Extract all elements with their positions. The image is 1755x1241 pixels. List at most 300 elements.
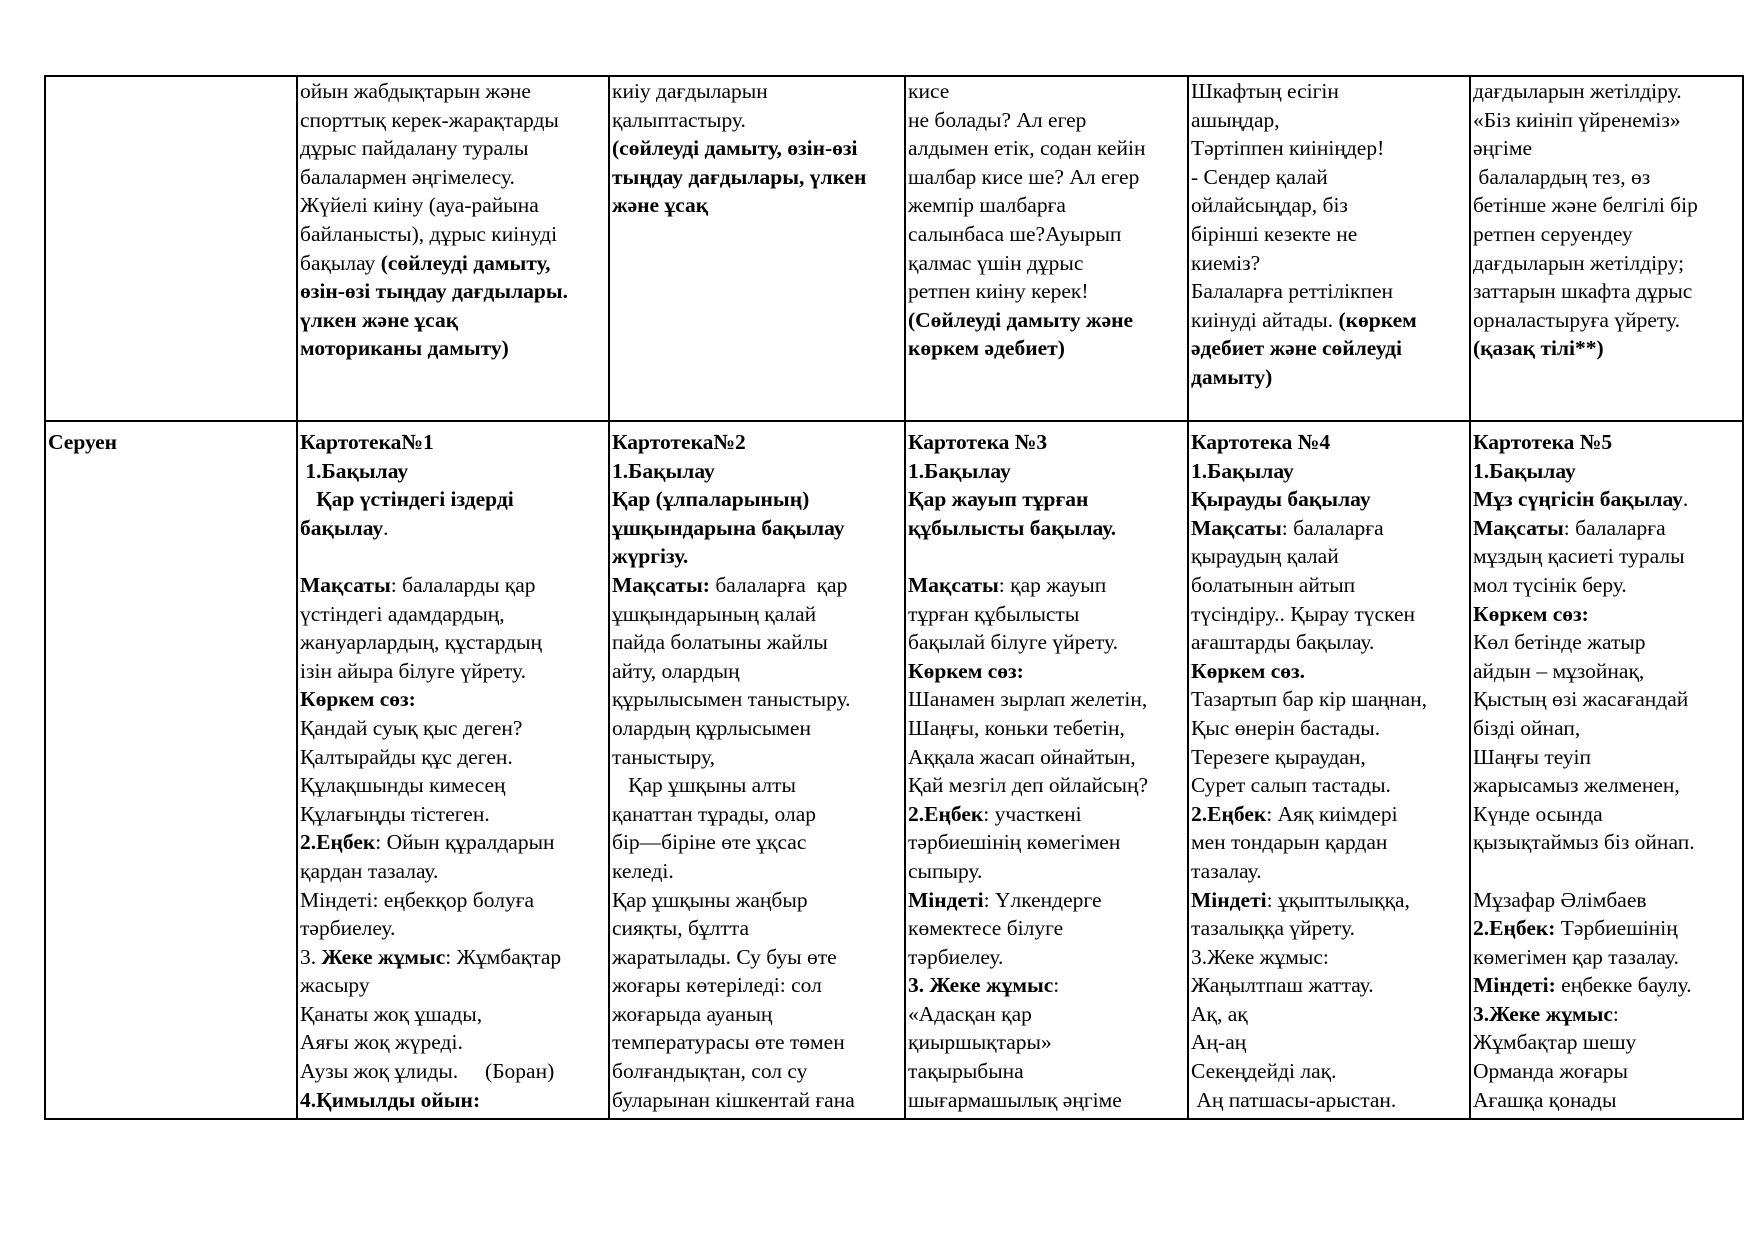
text-segment: Аққала жасап ойнайтын,: [908, 744, 1136, 769]
text-segment: : қар жауып: [998, 572, 1107, 597]
text-line: [1191, 306, 1469, 335]
text-line: [612, 1086, 904, 1115]
text-line: [300, 1057, 608, 1086]
text-line: [1473, 163, 1742, 192]
text-line: [612, 714, 904, 743]
text-line: [1473, 600, 1742, 629]
text-segment: қанаттан тұрады, олар: [612, 801, 817, 826]
text-segment: болғандықтан, сол су: [612, 1059, 808, 1084]
text-line: [1473, 771, 1742, 800]
text-segment: Міндеті: еңбекқор болуға: [300, 887, 535, 912]
text-segment: (сөйлеуді дамыту, өзін-өзі: [612, 136, 858, 161]
text-line: [300, 134, 608, 163]
text-segment: пайда болатыны жайлы: [612, 630, 828, 655]
text-line: [1191, 163, 1469, 192]
text-line: [1473, 220, 1742, 249]
text-line: [908, 571, 1187, 600]
text-segment: дағдыларын жетілдіру.: [1473, 79, 1682, 103]
text-line: [612, 628, 904, 657]
text-line: [1473, 485, 1742, 514]
text-line: [612, 428, 904, 457]
text-segment: Күнде осында: [1473, 801, 1603, 826]
text-line: [908, 771, 1187, 800]
text-line: [300, 1028, 608, 1057]
text-line: [1191, 428, 1469, 457]
table-row: [45, 421, 1743, 1119]
text-line: [300, 542, 608, 571]
text-line: [1473, 77, 1742, 106]
text-segment: ашыңдар,: [1191, 107, 1280, 132]
text-segment: моториканы дамыту): [300, 336, 509, 361]
text-segment: 2.Еңбек:: [1473, 916, 1556, 941]
text-segment: не болады? Ал егер: [908, 107, 1087, 132]
text-segment: 1.Бақылау: [1191, 458, 1294, 483]
text-line: [1191, 277, 1469, 306]
text-line: [300, 428, 608, 457]
text-segment: Шкафтың есігін: [1191, 79, 1339, 103]
text-line: [1191, 600, 1469, 629]
text-line: [908, 714, 1187, 743]
text-segment: Құлағыңды тістеген.: [300, 801, 490, 826]
text-segment: Тазартып бар кір шаңнан,: [1191, 687, 1428, 712]
text-segment: : ұқыптылыққа,: [1266, 887, 1410, 912]
text-segment: : Үлкендерге: [983, 887, 1102, 912]
text-line: [1191, 800, 1469, 829]
text-segment: (сөйлеуді дамыту,: [380, 250, 551, 275]
text-segment: тәрбиелеу.: [908, 944, 1004, 969]
text-segment: Міндеті: [1191, 887, 1267, 912]
text-line: [1473, 1028, 1742, 1057]
text-segment: киінуді айтады.: [1191, 307, 1339, 332]
text-line: [612, 943, 904, 972]
text-segment: балалармен әңгімелесу.: [300, 164, 515, 189]
table-cell: [609, 76, 905, 421]
text-segment: ізін айыра білуге үйрету.: [300, 658, 526, 683]
text-line: [1473, 743, 1742, 772]
text-segment: шығармашылық әңгіме: [908, 1087, 1122, 1112]
text-segment: (қазақ тілі**): [1473, 336, 1604, 361]
text-line: [612, 800, 904, 829]
text-segment: жануарлардың, құстардың: [300, 630, 543, 655]
text-segment: Жеке жұмыс: [321, 944, 446, 969]
text-line: [1191, 77, 1469, 106]
text-line: [300, 714, 608, 743]
table-cell: [297, 76, 609, 421]
text-line: [612, 657, 904, 686]
text-segment: Қар (ұлпаларының): [612, 487, 810, 512]
text-segment: Қар ұшқыны алты: [612, 773, 796, 798]
text-segment: келеді.: [612, 858, 674, 883]
text-line: [1473, 886, 1742, 915]
text-segment: Ақ, ақ: [1191, 1001, 1248, 1026]
text-segment: Картотека №5: [1473, 430, 1613, 454]
text-line: [1473, 943, 1742, 972]
text-line: [908, 485, 1187, 514]
text-line: [300, 249, 608, 278]
text-line: [612, 77, 904, 106]
text-line: [1473, 542, 1742, 571]
text-segment: Сурет салып тастады.: [1191, 773, 1391, 798]
table-cell: [905, 76, 1188, 421]
text-segment: Мақсаты:: [612, 572, 710, 597]
text-segment: Терезеге қыраудан,: [1191, 744, 1366, 769]
text-segment: Секеңдейді лақ.: [1191, 1059, 1337, 1084]
text-segment: Картотека №4: [1191, 430, 1331, 454]
text-line: [300, 163, 608, 192]
text-segment: Жұмбақтар шешу: [1473, 1030, 1637, 1055]
text-line: [908, 457, 1187, 486]
text-line: [300, 943, 608, 972]
text-line: [908, 134, 1187, 163]
text-line: [300, 457, 608, 486]
text-segment: 3.Жеке жұмыс: [1473, 1001, 1613, 1026]
text-line: [908, 1057, 1187, 1086]
text-segment: Көркем сөз:: [908, 658, 1024, 683]
text-line: [1473, 628, 1742, 657]
text-segment: ретпен серуендеу: [1473, 221, 1633, 246]
text-segment: Қар жауып тұрған: [908, 487, 1089, 512]
text-line: [1191, 571, 1469, 600]
table-cell: [1188, 421, 1470, 1119]
table-cell: [905, 421, 1188, 1119]
text-line: [1191, 1028, 1469, 1057]
text-segment: Ағашқа қонады: [1473, 1087, 1617, 1112]
text-segment: және ұсақ: [612, 193, 709, 218]
table-cell: [1470, 76, 1743, 421]
text-line: [612, 134, 904, 163]
text-line: [908, 77, 1187, 106]
text-segment: .: [1682, 487, 1689, 512]
text-segment: ағаштарды бақылау.: [1191, 630, 1375, 655]
text-segment: Қай мезгіл деп ойлайсың?: [908, 773, 1148, 798]
text-segment: ойлайсыңдар, біз: [1191, 193, 1348, 218]
text-line: [1191, 1086, 1469, 1115]
text-segment: киіу дағдыларын: [612, 79, 768, 103]
text-line: [1191, 971, 1469, 1000]
text-line: [1191, 514, 1469, 543]
text-line: [1473, 249, 1742, 278]
text-segment: құбылысты бақылау.: [908, 515, 1117, 540]
text-line: [1191, 1057, 1469, 1086]
text-segment: 4.Қимылды ойын:: [300, 1087, 481, 1112]
text-line: [300, 743, 608, 772]
text-segment: буларынан кішкентай ғана: [612, 1087, 855, 1112]
text-line: [1473, 1000, 1742, 1029]
text-line: [1191, 685, 1469, 714]
text-segment: Көркем сөз:: [300, 687, 416, 712]
text-segment: бетінше және белгілі бір: [1473, 193, 1698, 218]
text-line: [1191, 134, 1469, 163]
text-segment: : балаларға: [1563, 515, 1666, 540]
text-line: [1473, 571, 1742, 600]
text-segment: ретпен киіну керек!: [908, 279, 1089, 304]
text-segment: Аузы жоқ ұлиды. (Боран): [300, 1059, 555, 1084]
text-segment: шалбар кисе ше? Ал егер: [908, 164, 1140, 189]
text-segment: «Біз киініп үйренеміз»: [1473, 107, 1681, 132]
text-segment: дамыту): [1191, 364, 1273, 389]
text-line: [1191, 334, 1469, 363]
text-segment: сыпыру.: [908, 858, 983, 883]
text-line: [908, 743, 1187, 772]
text-segment: Мақсаты: [1473, 515, 1564, 540]
text-line: [300, 306, 608, 335]
text-line: [1473, 714, 1742, 743]
text-segment: тазалыққа үйрету.: [1191, 916, 1356, 941]
text-segment: сияқты, бұлтта: [612, 916, 749, 941]
text-segment: бақылау: [300, 515, 384, 540]
text-line: [612, 771, 904, 800]
text-line: [300, 514, 608, 543]
text-line: [908, 1086, 1187, 1115]
text-line: [612, 743, 904, 772]
text-line: [612, 106, 904, 135]
text-line: [1473, 685, 1742, 714]
text-line: [300, 334, 608, 363]
table-row: [45, 76, 1743, 421]
text-segment: киеміз?: [1191, 250, 1261, 275]
text-line: [612, 1028, 904, 1057]
text-line: [1473, 657, 1742, 686]
text-line: [300, 886, 608, 915]
text-segment: тыңдау дағдылары, үлкен: [612, 164, 867, 189]
text-line: [1191, 191, 1469, 220]
text-segment: олардың құрлысымен: [612, 715, 811, 740]
text-line: [300, 1000, 608, 1029]
text-segment: Қалтырайды құс деген.: [300, 744, 513, 769]
text-line: [300, 220, 608, 249]
table-cell: [1188, 76, 1470, 421]
text-line: [1191, 363, 1469, 392]
text-segment: дағдыларын жетілдіру;: [1473, 250, 1685, 275]
text-line: [1191, 714, 1469, 743]
text-line: [908, 1028, 1187, 1057]
text-line: [1191, 106, 1469, 135]
text-segment: көмегімен қар тазалау.: [1473, 944, 1679, 969]
text-segment: Балаларға реттілікпен: [1191, 279, 1394, 304]
text-segment: мен тондарын қардан: [1191, 830, 1388, 855]
text-segment: Қыстың өзі жасағандай: [1473, 687, 1689, 712]
text-segment: температурасы өте төмен: [612, 1030, 845, 1055]
text-line: [612, 542, 904, 571]
text-segment: Мұз сүңгісін бақылау: [1473, 487, 1683, 512]
text-segment: Орманда жоғары: [1473, 1059, 1628, 1084]
table-cell: [1470, 421, 1743, 1119]
text-line: [1191, 457, 1469, 486]
text-line: [612, 1000, 904, 1029]
text-segment: әдебиет және сөйлеуді: [1191, 336, 1403, 361]
text-segment: тұрған құбылысты: [908, 601, 1080, 626]
text-line: [908, 600, 1187, 629]
text-segment: 1.Бақылау: [300, 458, 409, 483]
text-segment: :: [1053, 973, 1060, 998]
text-segment: Қар ұшқыны жаңбыр: [612, 887, 808, 912]
text-line: [908, 628, 1187, 657]
text-line: [300, 628, 608, 657]
text-line: [612, 600, 904, 629]
text-line: [908, 106, 1187, 135]
text-line: [1191, 886, 1469, 915]
text-line: [908, 657, 1187, 686]
text-line: [300, 106, 608, 135]
text-segment: қалмас үшін дұрыс: [908, 250, 1084, 275]
text-segment: бізді ойнап,: [1473, 715, 1581, 740]
text-segment: тазалау.: [1191, 858, 1262, 883]
text-segment: бақылау: [300, 250, 381, 275]
text-segment: 2.Еңбек: [300, 830, 376, 855]
table-cell: [297, 421, 609, 1119]
text-segment: 1.Бақылау: [612, 458, 715, 483]
text-segment: Аяғы жоқ жүреді.: [300, 1030, 463, 1055]
text-segment: Тәртіппен киініңдер!: [1191, 136, 1385, 161]
text-line: [1473, 191, 1742, 220]
text-line: [300, 800, 608, 829]
text-segment: тақырыбына: [908, 1059, 1024, 1084]
text-segment: заттарын шкафта дұрыс: [1473, 279, 1693, 304]
text-line: [1191, 914, 1469, 943]
text-segment: салынбаса ше?Ауырып: [908, 221, 1122, 246]
text-line: [612, 571, 904, 600]
text-segment: балалардың тез, өз: [1473, 164, 1651, 189]
text-segment: мол түсінік беру.: [1473, 572, 1627, 597]
text-segment: Аң патшасы-арыстан.: [1191, 1087, 1397, 1112]
text-line: [908, 249, 1187, 278]
text-line: [1473, 277, 1742, 306]
text-segment: 3. Жеке жұмыс: [908, 973, 1054, 998]
text-line: [612, 857, 904, 886]
text-segment: спорттық керек-жарақтарды: [300, 107, 559, 132]
text-line: [908, 220, 1187, 249]
text-line: [908, 514, 1187, 543]
text-segment: өзін-өзі тыңдау дағдылары.: [300, 279, 569, 304]
schedule-table: [44, 75, 1744, 1120]
text-line: [1191, 828, 1469, 857]
text-segment: ойын жабдықтарын және: [300, 79, 531, 103]
text-segment: 2.Еңбек: [1191, 801, 1267, 826]
text-line: [1473, 106, 1742, 135]
text-segment: 3.: [300, 944, 322, 969]
text-line: [300, 771, 608, 800]
text-segment: әңгіме: [1473, 136, 1532, 161]
text-segment: 2.Еңбек: [908, 801, 984, 826]
text-line: [1191, 1000, 1469, 1029]
text-line: [612, 914, 904, 943]
text-segment: Тәрбиешінің: [1555, 916, 1678, 941]
text-line: [1191, 943, 1469, 972]
text-line: [300, 971, 608, 1000]
text-segment: Картотека№2: [612, 430, 746, 454]
row-label-cell: Серуен: [45, 421, 297, 1119]
text-segment: бір—біріне өте ұқсас: [612, 830, 807, 855]
text-segment: Жүйелі киіну (ауа-райына: [300, 193, 539, 218]
text-line: [612, 971, 904, 1000]
text-line: [612, 1057, 904, 1086]
text-segment: : балаларға: [1281, 515, 1384, 540]
text-line: [612, 828, 904, 857]
text-segment: көмектесе білуге: [908, 916, 1064, 941]
text-line: [908, 943, 1187, 972]
text-segment: Қыс өнерін бастады.: [1191, 715, 1381, 740]
text-segment: Қырауды бақылау: [1191, 487, 1371, 512]
text-segment: 3.Жеке жұмыс:: [1191, 944, 1329, 969]
text-segment: айдын – мұзойнақ,: [1473, 658, 1645, 683]
text-line: [1473, 828, 1742, 857]
text-line: [1191, 771, 1469, 800]
text-segment: Мұзафар Әлімбаев: [1473, 887, 1647, 912]
text-line: [1473, 1086, 1742, 1115]
text-line: [1473, 428, 1742, 457]
text-segment: дұрыс пайдалану туралы: [300, 136, 529, 161]
text-segment: жасыру: [300, 973, 370, 998]
table-cell: [609, 421, 905, 1119]
text-segment: көркем әдебиет): [908, 336, 1065, 361]
text-line: [1191, 743, 1469, 772]
text-line: [1473, 334, 1742, 363]
text-segment: Жаңылтпаш жаттау.: [1191, 973, 1374, 998]
text-segment: Қанаты жоқ ұшады,: [300, 1001, 483, 1026]
text-line: [300, 571, 608, 600]
text-segment: Шаңғы, коньки тебетін,: [908, 715, 1125, 740]
text-segment: жарысамыз желменен,: [1473, 773, 1680, 798]
text-line: [1473, 914, 1742, 943]
text-line: [908, 191, 1187, 220]
text-segment: жемпір шалбарға: [908, 193, 1066, 218]
text-segment: ұшқындарына бақылау: [612, 515, 845, 540]
text-line: [1191, 249, 1469, 278]
text-line: [612, 514, 904, 543]
text-line: [908, 428, 1187, 457]
text-line: [1191, 657, 1469, 686]
text-segment: 1.Бақылау: [908, 458, 1011, 483]
text-segment: жүргізу.: [612, 544, 689, 569]
text-segment: таныстыру,: [612, 744, 715, 769]
text-segment: үлкен және ұсақ: [300, 307, 459, 332]
text-line: [300, 828, 608, 857]
text-line: [1191, 485, 1469, 514]
text-line: [1473, 800, 1742, 829]
text-segment: (Сөйлеуді дамыту және: [908, 307, 1134, 332]
text-segment: :: [1612, 1001, 1619, 1026]
text-line: [1191, 542, 1469, 571]
text-line: [1191, 220, 1469, 249]
text-segment: Қар үстіндегі іздерді: [300, 487, 514, 512]
text-line: [300, 857, 608, 886]
text-segment: Шанамен зырлап желетін,: [908, 687, 1148, 712]
text-segment: : Ойын құралдарын: [375, 830, 555, 855]
text-line: [300, 914, 608, 943]
text-line: [300, 485, 608, 514]
text-line: [612, 886, 904, 915]
text-line: [612, 191, 904, 220]
text-segment: тәрбиешінің көмегімен: [908, 830, 1121, 855]
text-line: [1473, 971, 1742, 1000]
text-segment: байланысты), дұрыс киінуді: [300, 221, 558, 246]
text-line: [908, 163, 1187, 192]
text-segment: Міндеті:: [1473, 973, 1556, 998]
text-line: [612, 457, 904, 486]
text-segment: алдымен етік, содан кейін: [908, 136, 1146, 161]
text-line: [908, 800, 1187, 829]
text-segment: қалыптастыру.: [612, 107, 746, 132]
text-line: [908, 685, 1187, 714]
text-segment: Картотека№1: [300, 430, 434, 454]
text-segment: .: [383, 515, 389, 540]
text-line: [612, 685, 904, 714]
text-segment: айту, олардың: [612, 658, 740, 683]
text-segment: кисе: [908, 79, 950, 103]
text-line: [300, 277, 608, 306]
text-segment: қызықтаймыз біз ойнап.: [1473, 830, 1695, 855]
text-segment: : участкені: [983, 801, 1082, 826]
